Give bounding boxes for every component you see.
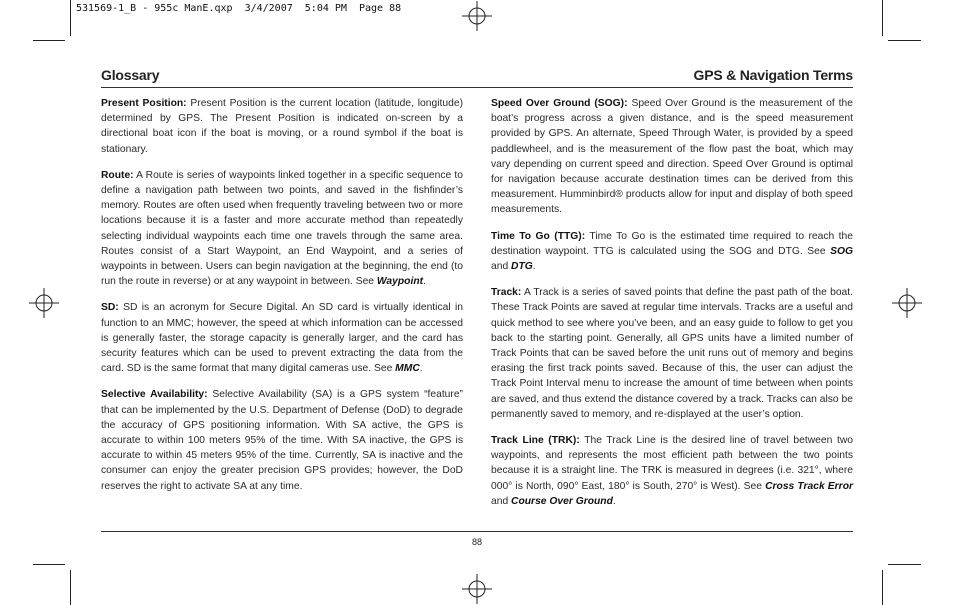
glossary-entry-ttg <box>491 229 853 275</box>
entry-definition: SD is an acronym for Secure Digital. An SD card is virtually identical in function to an MMC; however, the speed at which information can be accessed is generally faster, the storage capacity is generally larger, and the card has security features which can be used to prevent extracting the data from the card. SD is the same format that many digital cameras use. See <box>101 302 463 375</box>
print-slug: 531569-1_B - 955c ManE.qxp 3/4/2007 5:04 PM Page 88 <box>76 3 402 14</box>
glossary-entry-present-position <box>101 96 463 157</box>
entry-connector: and <box>491 261 512 273</box>
entry-term: Speed Over Ground (SOG): <box>491 98 628 109</box>
entry-term: Track: <box>491 287 522 299</box>
entry-definition: The Track Line is the desired line of travel between two waypoints, and represents the most efficient path between the two points because it is a straight line. The TRK is measured in degrees (i.e. 321°, where 000° is North, 090° East, 180° is South, 270° is West). See <box>491 435 853 492</box>
chapter-title: GPS & Navigation Terms <box>693 67 853 83</box>
glossary-entry-sd <box>101 300 463 376</box>
cross-reference-link[interactable]: MMC <box>395 363 420 375</box>
entry-definition: Selective Availability (SA) is a GPS system “feature” that can be implemented by the U.S. Department of Defense (DoD) to degrade the accuracy of GPS positioning information. With SA active, the GPS is accurate to within 100 meters 95% of the time. With SA inactive, the GPS is accurate to within 45 meters 95% of the time. Currently, SA is inactive and the consumer can enjoy the greater precision GPS provides; however, the DoD reserves the right to activate SA at any time. <box>101 389 463 492</box>
registration-mark-icon <box>462 1 492 31</box>
entry-term: Selective Availability: <box>101 389 208 401</box>
left-column <box>101 96 463 505</box>
cross-reference-link[interactable]: DTG <box>511 261 533 273</box>
registration-mark-icon <box>462 574 492 604</box>
entry-connector: and <box>491 495 512 507</box>
glossary-entry-track-line <box>491 433 853 509</box>
crop-mark <box>70 570 71 605</box>
right-column <box>491 96 853 520</box>
entry-term: Present Position: <box>101 98 187 109</box>
entry-punctuation: . <box>419 363 423 375</box>
entry-definition: Present Position is the current location (latitude, longitude) determined by GPS. The Present Position is indicated on-screen by a directional boat icon if the boat is moving, or a round symbol if the boat is stationary. <box>101 98 463 155</box>
crop-mark <box>888 40 921 41</box>
glossary-entry-track <box>491 285 853 422</box>
glossary-entry-route <box>101 168 463 290</box>
entry-term: Track Line (TRK): <box>491 435 580 447</box>
cross-reference-link[interactable]: Course Over Ground <box>511 495 613 507</box>
glossary-entry-sog <box>491 96 853 218</box>
page-number: 88 <box>471 537 482 547</box>
crop-mark <box>33 564 65 565</box>
section-title: Glossary <box>101 67 160 83</box>
footer-rule <box>101 531 853 532</box>
entry-term: Route: <box>101 169 134 181</box>
entry-punctuation: . <box>532 261 536 273</box>
crop-mark <box>70 0 71 36</box>
cross-reference-link[interactable]: SOG <box>830 245 853 257</box>
entry-definition: Time To Go is the estimated time required to reach the destination waypoint. TTG is calculated using the SOG and DTG. See <box>491 230 853 257</box>
registration-mark-icon <box>29 288 59 318</box>
entry-term: SD: <box>101 302 119 314</box>
entry-definition: A Route is series of waypoints linked together in a specific sequence to define a navigation path between two points, and saved in the fishfinder’s memory. Routes are often used when frequently traveling between two or more locations because it is a faster and more accurate method than repeatedly selecting individual waypoints each time one travels through the same area. Routes consist of a Start Waypoint, an End Waypoint, and a series of waypoints in between. Users can begin navigation at the beginning, the end (to run the route in reverse) or at any waypoint in between. See <box>101 169 463 288</box>
crop-mark <box>888 564 921 565</box>
crop-mark <box>882 0 883 36</box>
entry-punctuation: . <box>612 495 616 507</box>
crop-mark <box>882 570 883 605</box>
entry-definition: A Track is a series of saved points that define the past path of the boat. These Track Points are saved at regular time intervals. Tracks are a useful and quick method to see where you’ve been, and an easy guide to follow to get you back to the starting point. Generally, all GPS units have a limited number of Track Points that can be saved before the unit runs out of memory and begins erasing the first track points saved. Because of this, the user can adjust the Track Point Interval menu to increase the amount of time between when points are saved, and thus extend the distance covered by a track. Tracks can also be permanently saved to memory, and re-displayed at the user’s option. <box>491 287 853 420</box>
cross-reference-link[interactable]: Waypoint <box>376 276 424 288</box>
header-rule <box>101 87 853 88</box>
registration-mark-icon <box>892 288 922 318</box>
entry-definition: Speed Over Ground is the measurement of the boat’s progress across a given distance, and is the speed measurement provided by GPS. An alternate, Speed Through Water, is provided by a speed paddlewheel, and is the measurement of the flow past the boat, which may vary depending on current speed and direction. Speed Over Ground is optimal for navigation because accurate destination times can be derived from this measurement. Humminbird® products allow for input and display of both speed measurements. <box>491 98 853 216</box>
cross-reference-link[interactable]: Cross Track Error <box>765 480 853 492</box>
entry-punctuation: . <box>423 276 426 288</box>
entry-term: Time To Go (TTG): <box>491 230 586 242</box>
crop-mark <box>33 40 65 41</box>
glossary-entry-selective-availability <box>101 387 463 493</box>
